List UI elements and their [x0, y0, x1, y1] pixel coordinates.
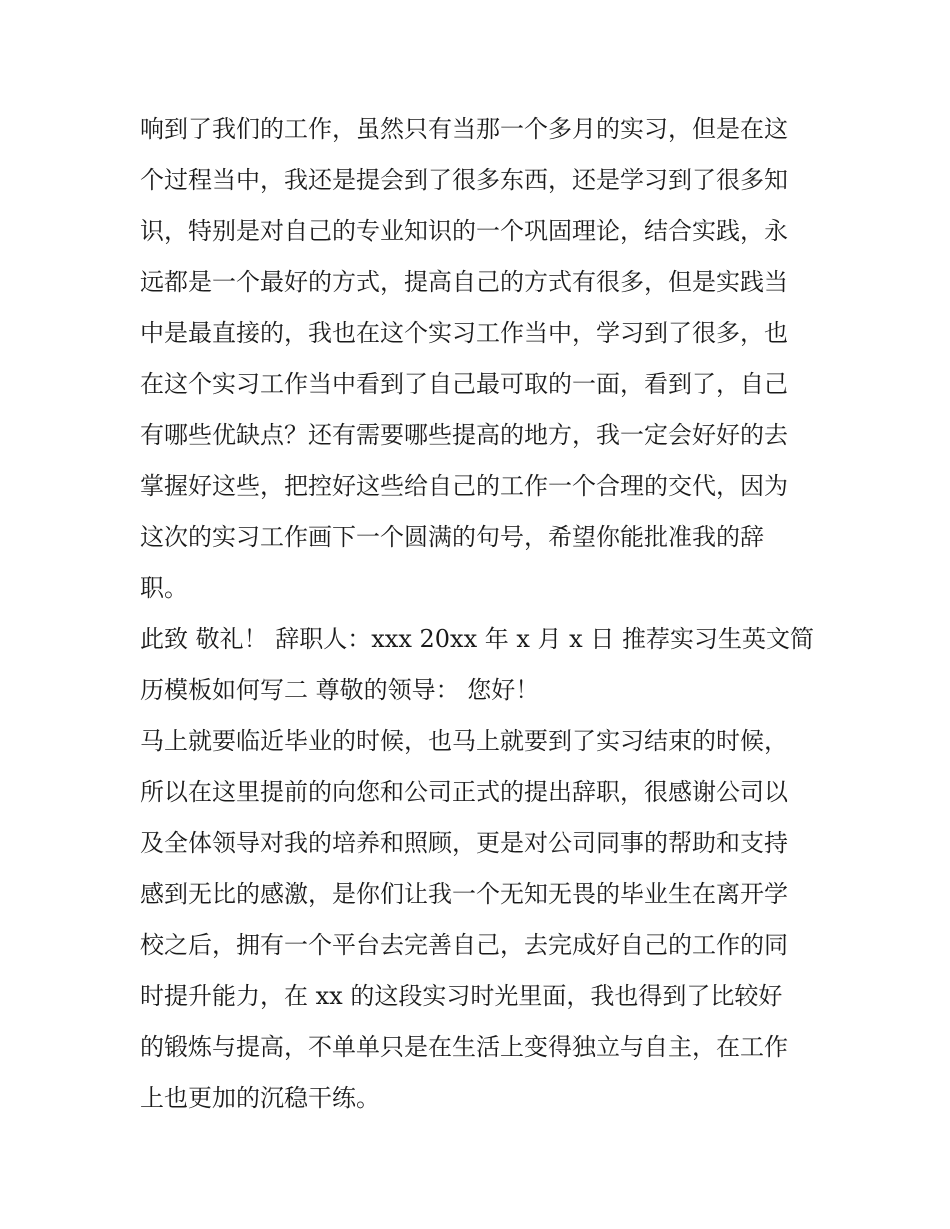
text-line: 响到了我们的工作，虽然只有当那一个多月的实习，但是在这: [140, 115, 788, 143]
document-body: [140, 104, 820, 1124]
text-line: 校之后，拥有一个平台去完善自己，去完成好自己的工作的同: [140, 931, 788, 959]
text-line: 感到无比的感激，是你们让我一个无知无畏的毕业生在离开学: [140, 880, 788, 908]
text-line: 上也更加的沉稳干练。: [140, 1084, 380, 1112]
text-line: 马上就要临近毕业的时候，也马上就要到了实习结束的时候，: [140, 727, 788, 755]
text-line: 远都是一个最好的方式，提高自己的方式有很多，但是实践当: [140, 268, 788, 296]
text-line: 掌握好这些，把控好这些给自己的工作一个合理的交代，因为: [140, 472, 788, 500]
text-line: 中是最直接的，我也在这个实习工作当中，学习到了很多，也: [140, 319, 788, 347]
text-line: 识，特别是对自己的专业知识的一个巩固理论，结合实践，永: [140, 217, 788, 245]
text-line: 有哪些优缺点？还有需要哪些提高的地方，我一定会好好的去: [140, 421, 788, 449]
text-line: 在这个实习工作当中看到了自己最可取的一面，看到了，自己: [140, 370, 788, 398]
text-line: 个过程当中，我还是提会到了很多东西，还是学习到了很多知: [140, 166, 788, 194]
text-line: 此致 敬礼！ 辞职人：xxx 20xx 年 x 月 x 日 推荐实习生英文简: [140, 625, 814, 653]
text-line: 历模板如何写二 尊敬的领导： 您好！: [140, 676, 540, 704]
text-line: 及全体领导对我的培养和照顾，更是对公司同事的帮助和支持: [140, 829, 788, 857]
text-line: 职。: [140, 574, 188, 602]
text-line: 所以在这里提前的向您和公司正式的提出辞职，很感谢公司以: [140, 778, 788, 806]
text-line: 这次的实习工作画下一个圆满的句号，希望你能批准我的辞: [140, 523, 764, 551]
text-line: 时提升能力，在 xx 的这段实习时光里面，我也得到了比较好: [140, 982, 783, 1010]
text-line: 的锻炼与提高，不单单只是在生活上变得独立与自主，在工作: [140, 1033, 788, 1061]
